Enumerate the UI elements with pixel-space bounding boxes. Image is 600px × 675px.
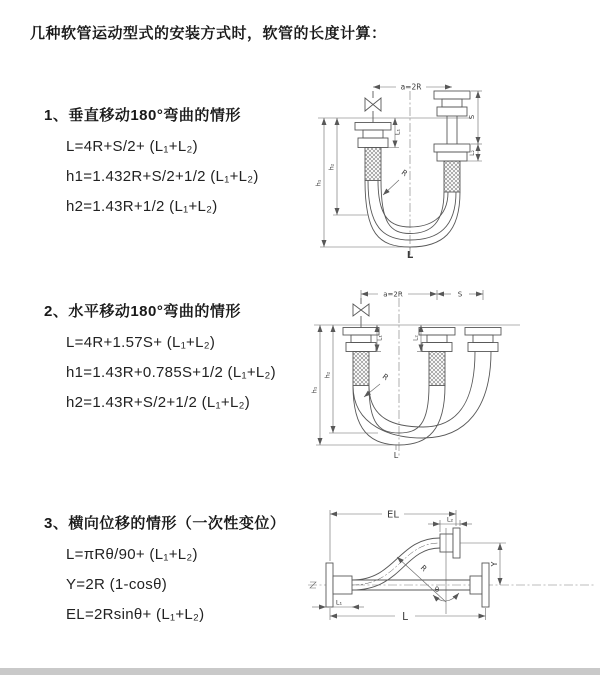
dim-label-s: S — [468, 114, 476, 120]
dim-label-l1: L₁ — [393, 128, 402, 136]
formula-h2: h2=1.43R+1/2 (L₁+L₂) — [66, 198, 218, 215]
right-fitting — [470, 563, 489, 607]
flange-neck — [363, 130, 383, 138]
dim-label-h1: h₁ — [314, 179, 323, 187]
diagram-vertical-180-bend — [310, 75, 600, 260]
dim-label-l1: L₁ — [376, 335, 384, 341]
dim-label-a2r: a=2R — [383, 290, 403, 299]
right-pipe-assembly — [465, 328, 501, 352]
dim-label-l2: L₂ — [412, 335, 420, 341]
formula-l: L=4R+1.57S+ (L₁+L₂) — [66, 334, 216, 351]
dim-label-a2r: a=2R — [400, 82, 422, 92]
fitting-body — [440, 534, 453, 552]
flange-neck — [473, 335, 493, 343]
flange-neck — [427, 335, 447, 343]
section-2-formulas — [44, 328, 276, 418]
fitting-body — [333, 576, 352, 594]
formula-el: EL=2Rsinθ+ (L₁+L₂) — [66, 606, 205, 623]
flange — [346, 343, 376, 352]
dim-label-h1: h₁ — [310, 386, 319, 394]
upper-fitting — [440, 528, 460, 558]
flange — [422, 343, 452, 352]
section-3 — [44, 512, 285, 630]
flange-plate — [482, 563, 489, 607]
flange-neck — [442, 99, 462, 107]
radius-label: R — [418, 563, 429, 574]
page-title: 几种软管运动型式的安装方式时，软管的长度计算： — [30, 25, 387, 42]
flange — [437, 152, 467, 161]
braided-hose-section — [444, 161, 460, 192]
dim-label-y: Y — [490, 561, 499, 567]
angle-label: θ — [434, 586, 440, 594]
flange — [434, 144, 470, 152]
dim-label-l2: L₂ — [446, 515, 454, 524]
left-pipe-assembly — [355, 91, 391, 181]
formula-h1: h1=1.432R+S/2+1/2 (L₁+L₂) — [66, 168, 259, 185]
flange-plate — [326, 563, 333, 607]
dim-label-h2: h₂ — [323, 371, 332, 379]
length-label: L — [402, 611, 408, 623]
flange — [343, 328, 379, 336]
length-label: L — [406, 250, 414, 260]
flange — [355, 123, 391, 131]
radius-label: R — [380, 371, 391, 383]
formula-l: L=πRθ/90+ (L₁+L₂) — [66, 546, 198, 563]
right-pipe-assembly — [434, 91, 470, 192]
footer-bar — [0, 668, 600, 675]
left-pipe-assembly — [343, 298, 379, 386]
diagram-lateral-displacement — [300, 498, 600, 666]
length-label: L — [393, 451, 399, 460]
dim-label-h2: h₂ — [327, 163, 336, 171]
radius-label: R — [399, 167, 410, 179]
formula-y: Y=2R (1-cosθ) — [66, 576, 168, 593]
section-2-heading: 2、水平移动180°弯曲的情形 — [44, 303, 241, 320]
flange-plate — [453, 528, 460, 558]
formula-h1: h1=1.43R+0.785S+1/2 (L₁+L₂) — [66, 364, 276, 381]
flange — [437, 107, 467, 116]
formula-h2: h2=1.43R+S/2+1/2 (L₁+L₂) — [66, 394, 251, 411]
braided-hose-section — [429, 352, 445, 386]
dimension-lines — [314, 290, 520, 450]
braided-hose-section — [365, 148, 381, 181]
diagram-horizontal-180-bend — [308, 280, 600, 465]
dim-label-l2: L₂ — [469, 150, 476, 156]
flange — [465, 328, 501, 336]
flange — [358, 138, 388, 148]
fitting-body — [470, 576, 482, 594]
flange — [419, 328, 455, 336]
braided-hose-section — [353, 352, 369, 386]
dim-label-s: S — [457, 290, 463, 299]
flange-neck — [351, 335, 371, 343]
dim-label-l1: L₁ — [335, 598, 343, 607]
flange — [468, 343, 498, 352]
formula-l: L=4R+S/2+ (L₁+L₂) — [66, 138, 198, 155]
section-1-formulas — [44, 132, 259, 222]
section-3-heading: 3、横向位移的情形（一次性变位） — [44, 515, 286, 532]
middle-pipe-assembly — [419, 328, 455, 386]
valve-icon — [353, 304, 369, 316]
flange — [434, 91, 470, 99]
hose-u-bend-curves — [353, 352, 491, 446]
section-3-formulas — [44, 540, 285, 630]
section-2 — [44, 300, 276, 418]
dim-label-el: EL — [387, 509, 399, 521]
section-1-heading: 1、垂直移动180°弯曲的情形 — [44, 107, 241, 124]
valve-icon — [365, 98, 381, 111]
section-1 — [44, 104, 259, 222]
